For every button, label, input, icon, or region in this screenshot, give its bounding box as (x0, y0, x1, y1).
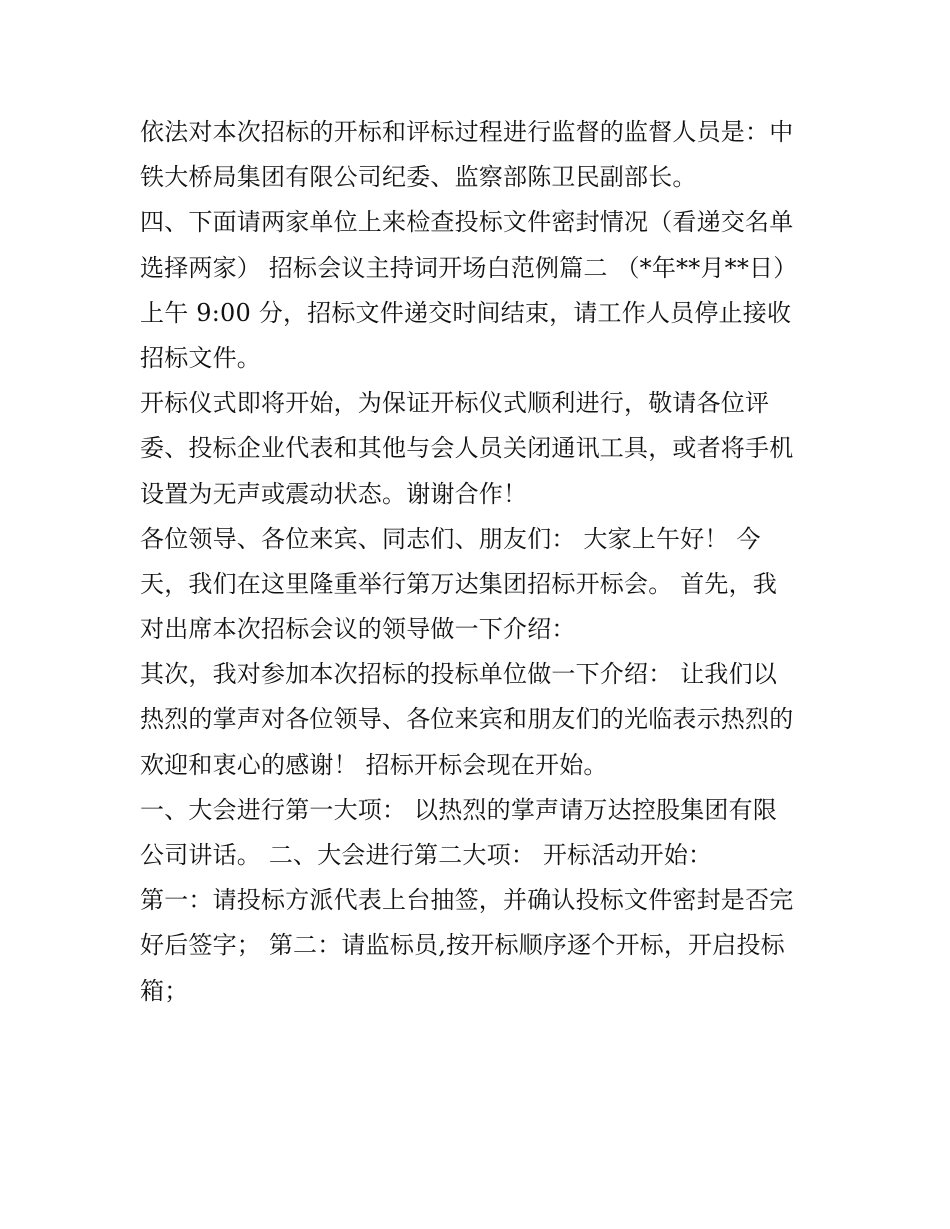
text-line: 好后签字； 第二：请监标员,按开标顺序逐个开标，开启投标 (140, 931, 785, 960)
text-line: 上午 9:00 分，招标文件递交时间结束，请工作人员停止接收 (140, 298, 792, 327)
text-line: 公司讲话。 二、大会进行第二大项： 开标活动开始： (140, 841, 713, 869)
text-line: 开标仪式即将开始，为保证开标仪式顺利进行，敬请各位评 (140, 389, 770, 418)
text-line: 铁大桥局集团有限公司纪委、监察部陈卫民副部长。 (140, 163, 697, 192)
document-body (140, 110, 820, 1014)
text-line: 招标文件。 (140, 343, 261, 372)
text-line: 热烈的掌声对各位领导、各位来宾和朋友们的光临表示热烈的 (140, 705, 794, 734)
text-line: 四、下面请两家单位上来检查投标文件密封情况（看递交名单 (140, 208, 794, 237)
text-line: 箱； (140, 976, 189, 1005)
text-line: 第一：请投标方派代表上台抽签，并确认投标文件密封是否完 (140, 886, 794, 915)
text-line: 设置为无声或震动状态。谢谢合作！ (140, 479, 528, 508)
text-line: 一、大会进行第一大项： 以热烈的掌声请万达控股集团有限 (140, 795, 778, 824)
text-line: 依法对本次招标的开标和评标过程进行监督的监督人员是：中 (140, 118, 794, 146)
text-line: 对出席本次招标会议的领导做一下介绍： (140, 615, 576, 644)
text-line: 天，我们在这里隆重举行第万达集团招标开标会。 首先，我 (140, 569, 778, 598)
text-line: 选择两家） 招标会议主持词开场白范例篇二 （*年**月**日） (140, 253, 798, 282)
text-line: 委、投标企业代表和其他与会人员关闭通讯工具，或者将手机 (140, 434, 794, 463)
text-line: 欢迎和衷心的感谢！ 招标开标会现在开始。 (140, 750, 608, 779)
text-line: 其次，我对参加本次招标的投标单位做一下介绍： 让我们以 (140, 660, 778, 689)
text-line: 各位领导、各位来宾、同志们、朋友们： 大家上午好！ 今 (140, 524, 761, 553)
